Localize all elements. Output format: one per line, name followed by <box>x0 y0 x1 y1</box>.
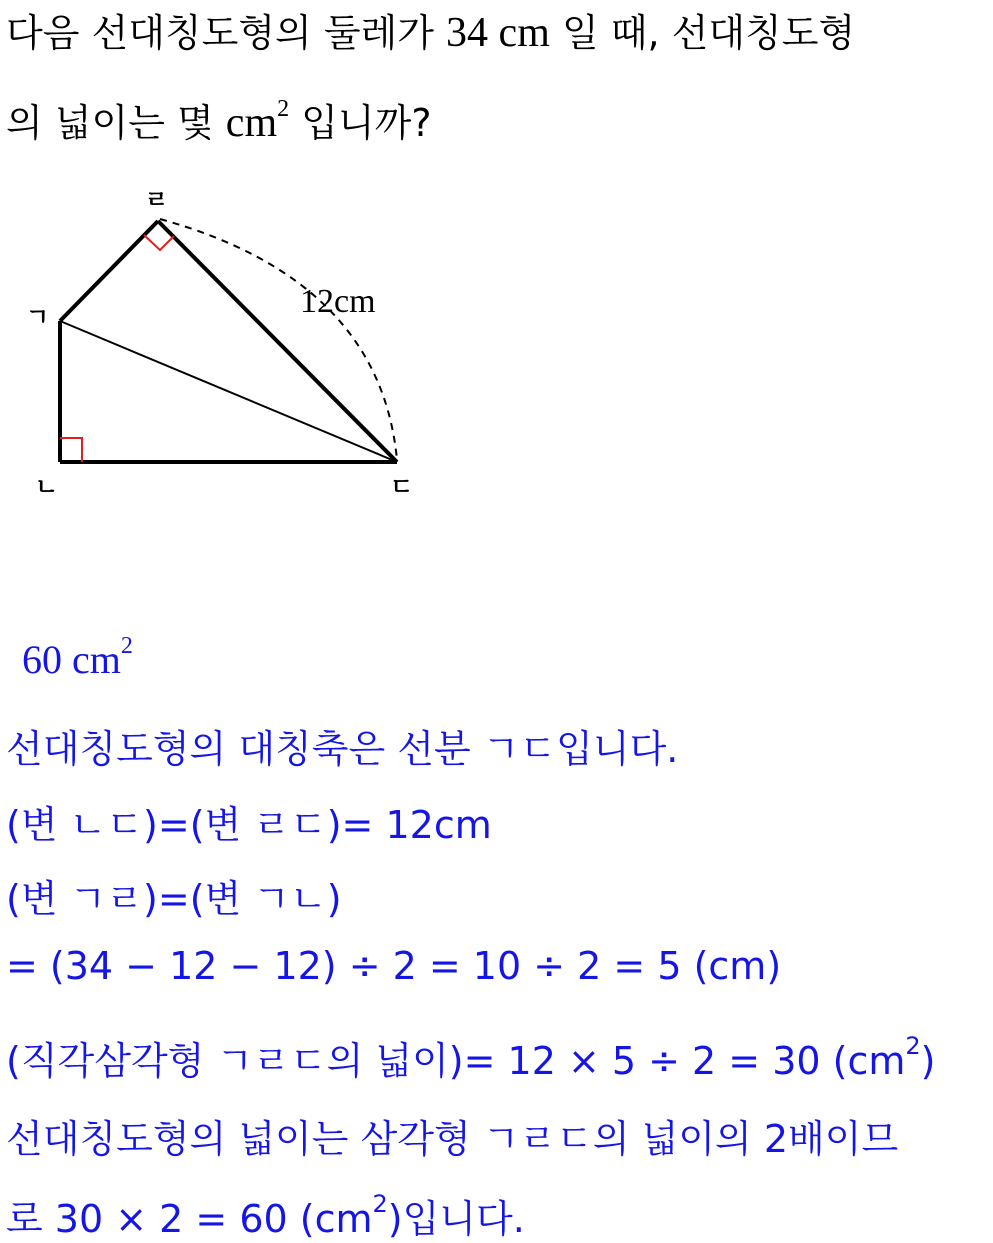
solution-text: )입니다. <box>387 1197 525 1241</box>
solution-line-3: (변 ㄱㄹ)=(변 ㄱㄴ) <box>6 877 342 921</box>
solution-line-7 <box>6 1188 525 1243</box>
question-line-1 <box>6 2 855 57</box>
perimeter-value: 34 cm <box>446 10 550 56</box>
side-rieul-digeut <box>158 221 397 462</box>
answer-exponent: 2 <box>120 633 133 660</box>
question-text: 다음 선대칭도형의 둘레가 <box>6 11 434 55</box>
answer <box>22 633 133 683</box>
question-text: 입니까? <box>301 101 432 145</box>
question-text: 일 때, 선대칭도형 <box>561 11 856 55</box>
area-unit: cm <box>225 100 278 146</box>
vertex-label-giyeok: ㄱ <box>26 303 50 331</box>
solution-text: (직각삼각형 ㄱㄹㄷ의 넓이)= 12 × 5 ÷ 2 = 30 (cm <box>6 1039 906 1083</box>
right-angle-marker-rieul <box>144 235 174 250</box>
length-label: 12cm <box>300 283 376 320</box>
solution-text: 로 30 × 2 = 60 (cm <box>6 1197 373 1241</box>
vertex-label-digeut: ㄷ <box>390 473 414 501</box>
solution-text: ) <box>920 1039 936 1083</box>
solution-line-2: (변 ㄴㄷ)=(변 ㄹㄷ)= 12cm <box>6 803 492 847</box>
solution-exponent: 2 <box>372 1190 388 1219</box>
right-angle-marker-nieun <box>60 438 82 462</box>
diagonal-giyeok-digeut <box>60 321 397 462</box>
side-giyeok-rieul <box>60 221 158 321</box>
solution-line-5 <box>6 1030 936 1085</box>
area-unit-exponent: 2 <box>277 96 290 123</box>
kite-figure <box>0 180 440 510</box>
vertex-label-nieun: ㄴ <box>35 473 59 501</box>
question-text: 의 넓이는 몇 <box>6 101 214 145</box>
solution-line-4: = (34 − 12 − 12) ÷ 2 = 10 ÷ 2 = 5 (cm) <box>6 944 782 988</box>
question-line-2 <box>6 92 432 147</box>
solution-line-1: 선대칭도형의 대칭축은 선분 ㄱㄷ입니다. <box>6 727 679 771</box>
solution-exponent: 2 <box>905 1032 921 1061</box>
vertex-label-rieul: ㄹ <box>145 186 169 214</box>
answer-value: 60 cm <box>22 637 121 682</box>
solution-line-6: 선대칭도형의 넓이는 삼각형 ㄱㄹㄷ의 넓이의 2배이므 <box>6 1117 899 1161</box>
